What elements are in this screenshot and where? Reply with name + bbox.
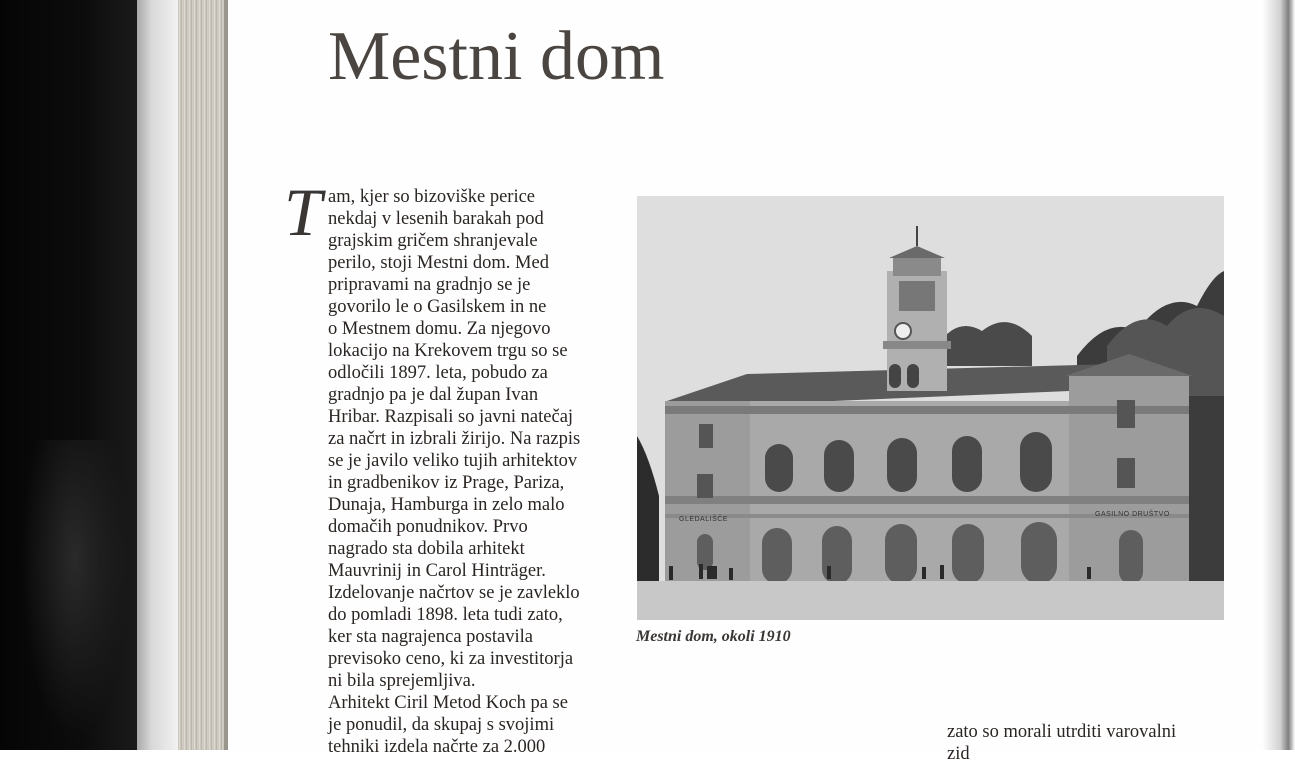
body-text-line: nekdaj v lesenih barakah pod xyxy=(328,209,544,229)
body-text-line: je ponudil, da skupaj s svojimi xyxy=(328,715,555,735)
body-text-line: gradnjo pa je dal župan Ivan xyxy=(328,385,539,405)
body-text-line: Hribar. Razpisali so javni natečaj xyxy=(328,407,574,427)
body-text-line: do pomladi 1898. leta tudi zato, xyxy=(328,605,563,625)
building-sign-left: GLEDALIŠČE xyxy=(679,516,728,523)
body-text-line: Arhitekt Ciril Metod Koch pa se xyxy=(328,693,568,713)
body-text-line: in gradbenikov iz Prage, Pariza, xyxy=(328,473,565,493)
body-text-line: odločili 1897. leta, pobudo za xyxy=(328,363,548,383)
page-stack-edges xyxy=(178,0,228,750)
book-page xyxy=(228,0,1262,764)
body-text-line: nagrado sta dobila arhitekt xyxy=(328,539,525,559)
body-text-line: domačih ponudnikov. Prvo xyxy=(328,517,528,537)
body-text-line: Mauvrinij in Carol Hinträger. xyxy=(328,561,546,581)
body-text-line: Izdelovanje načrtov se je zavleklo xyxy=(328,583,580,603)
body-text-line: pripravami na gradnjo se je xyxy=(328,275,531,295)
page-title: Mestni dom xyxy=(328,18,665,95)
body-text-line: o Mestnem domu. Za njegovo xyxy=(328,319,551,339)
body-text-line: lokacijo na Krekovem trgu so se xyxy=(328,341,568,361)
photo-caption: Mestni dom, okoli 1910 xyxy=(636,628,791,645)
body-text-line: grajskim gričem shranjevale xyxy=(328,231,538,251)
body-text-column xyxy=(328,186,628,758)
page-gutter-shadow xyxy=(137,0,179,750)
mestni-dom-building-illustration xyxy=(637,196,1224,620)
body-text-line: govorilo le o Gasilskem in ne xyxy=(328,297,547,317)
body-text-line: tehniki izdela načrte za 2.000 xyxy=(328,737,546,757)
right-column-text-line: zato so morali utrditi varovalni xyxy=(947,722,1177,742)
scan-right-edge xyxy=(1262,0,1295,750)
drop-cap: T xyxy=(284,174,322,250)
body-text-line: ker sta nagrajenca postavila xyxy=(328,627,533,647)
body-text-line: se je javilo veliko tujih arhitektov xyxy=(328,451,578,471)
scan-background-left xyxy=(0,0,137,750)
historical-photo xyxy=(637,196,1224,620)
right-text-column xyxy=(947,721,1176,765)
body-text-line: za načrt in izbrali žirijo. Na razpis xyxy=(328,429,581,449)
body-text-line: perilo, stoji Mestni dom. Med xyxy=(328,253,549,273)
body-text-line: Dunaja, Hamburga in zelo malo xyxy=(328,495,565,515)
body-text-line: ni bila sprejemljiva. xyxy=(328,671,476,691)
body-text-line: am, kjer so bizoviške perice xyxy=(328,187,536,207)
right-column-text-line: zid xyxy=(947,744,970,764)
building-sign-right: GASILNO DRUŠTVO xyxy=(1095,511,1170,518)
body-text-line: previsoko ceno, ki za investitorja xyxy=(328,649,574,669)
